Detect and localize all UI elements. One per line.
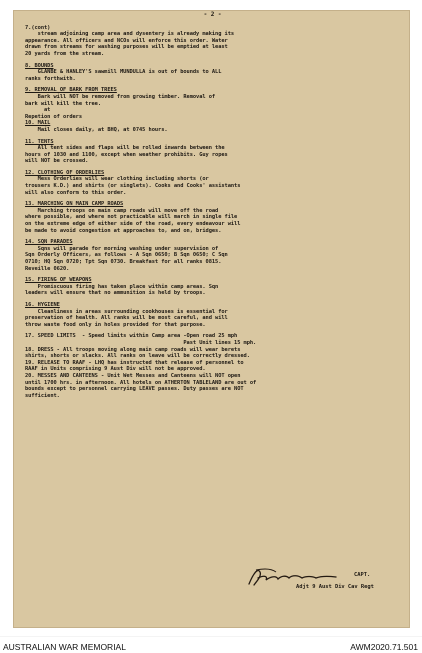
document-body: [25, 12, 400, 399]
text-line: Past Unit lines 15 mph.: [25, 339, 257, 346]
text-line: Promiscuous firing has taken place within camp areas. Sqn: [25, 283, 219, 290]
archive-footer: [0, 637, 422, 653]
text-line: 17. SPEED LIMITS - Speed limits within Camp area -Open road 25 mph: [25, 333, 238, 340]
text-line: leaders will ensure that no ammunition is held by troops.: [25, 290, 206, 297]
text-line: trousers K.D.) and shirts (or singlets). Cooks and Cooks' assistants: [25, 183, 241, 190]
text-line: until 1700 hrs. in afternoon. All hotels on ATHERTON TABLELAND are out of: [25, 379, 257, 386]
text-line: All tent sides and flaps will be rolled inwards between the: [25, 145, 225, 152]
text-line: GLANBE & HANLEY'S sawmill MUNDULLA is out of bounds to ALL: [25, 69, 222, 76]
signature-appointment: Adjt 9 Aust Div Cav Regt: [296, 584, 374, 590]
section-heading: 15. FIRING OF WEAPONS: [25, 277, 92, 284]
text-line: Mess Orderlies will wear clothing including shorts (or: [25, 176, 209, 183]
footer-institution: AUSTRALIAN WAR MEMORIAL: [3, 642, 126, 652]
text-line: will NOT be crossed.: [25, 158, 89, 165]
text-line: Bark will NOT be removed from growing timber. Removal of: [25, 93, 216, 100]
section-heading: 16. HYGIENE: [25, 301, 60, 308]
text-line: 0710; HQ Sqn 0720; Tpt Sqn 0730. Breakfast for all ranks 0815.: [25, 259, 222, 265]
section-heading: 11. TENTS: [25, 138, 54, 145]
text-line: shirts, shorts or slacks. All ranks on leave will be correctly dressed.: [25, 353, 250, 360]
text-line: 7.(cont): [25, 24, 51, 31]
section-heading: 10. MAIL: [25, 120, 51, 127]
text-line: on the extreme edge of either side of the road, every endeavour will: [25, 221, 241, 228]
section-heading: 14. SQN PARADES: [25, 239, 73, 246]
text-line: appearance. All officers and NCOs will enforce this order. Water: [25, 37, 228, 44]
text-line: be made to avoid congestion at approaches to, and on, bridges.: [25, 227, 222, 234]
signature-rank: CAPT.: [354, 572, 371, 578]
text-line: throw waste food only in holes provided for that purpose.: [25, 321, 206, 328]
document-lines: [25, 25, 400, 400]
text-line: Reveille 0620.: [25, 265, 70, 272]
text-line: drawn from streams for washing purposes will be emptied at least: [25, 44, 228, 51]
text-line: sufficient.: [25, 392, 60, 399]
text-line: preservation of health. All ranks will be most careful, and will: [25, 315, 228, 322]
text-line: Repetion of orders: [25, 113, 83, 120]
section-heading: 12. CLOTHING OF ORDERLIES: [25, 169, 105, 176]
text-line: Marching troops on main camp roads will move off the road: [25, 207, 219, 214]
text-line: Sqns will parade for morning washing under supervision of: [25, 245, 219, 252]
section-heading: 9. REMOVAL OF BARK FROM TREES: [25, 87, 117, 94]
text-line: Sqn Orderly Officers, as follows - A Sqn 0650; B Sqn 0650; C Sqn: [25, 252, 228, 259]
text-line: 20 yards from the stream.: [25, 50, 105, 57]
text-line: 20. MESSES AND CANTEENS - Unit Wet Messes and Canteens will NOT open: [25, 372, 241, 379]
text-line: ranks forthwith.: [25, 75, 76, 82]
section-heading: 8. BOUNDS: [25, 62, 54, 69]
text-line: where possible, and where not practicable will march in single file: [25, 214, 238, 221]
text-line: 19. RELEASE TO RAAF - LHQ has instructed that release of personnel to: [25, 359, 244, 366]
section-heading: 13. MARCHING ON MAIN CAMP ROADS: [25, 201, 124, 208]
text-line: RAAF in Units comprising 9 Aust Div will not be approved.: [25, 366, 206, 373]
text-line: Mail closes daily, at BHQ, at 0745 hours.: [25, 126, 168, 133]
text-line: bounds except to personnel carrying LEAVE passes. Duty passes are NOT: [25, 386, 244, 393]
footer-accession-number: AWM2020.71.501: [350, 642, 418, 652]
text-line: will also conform to this order.: [25, 189, 127, 196]
text-line: hours of 1030 and 1100, except when weather prohibits. Guy ropes: [25, 151, 228, 158]
text-line: 18. DRESS - All troops moving along main camp roads will wear berets: [25, 346, 241, 353]
text-line: bark will kill the tree.: [25, 100, 102, 107]
page-number: - 2 -: [203, 11, 222, 18]
text-line: at: [25, 107, 51, 114]
text-line: Cleanliness in areas surrounding cookhouses is essential for: [25, 308, 228, 315]
text-line: stream adjoining camp area and dysentery is already making its: [25, 31, 235, 38]
